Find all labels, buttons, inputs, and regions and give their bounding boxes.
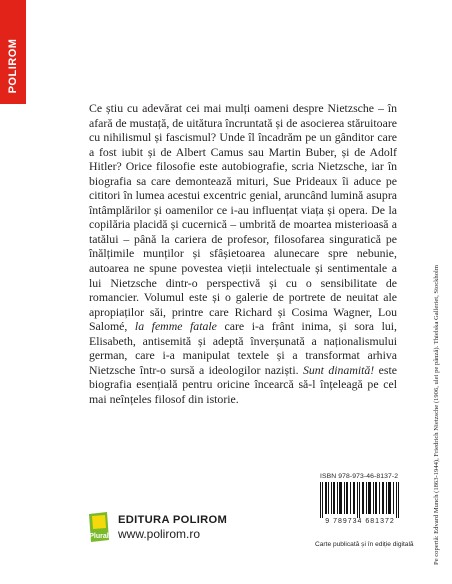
barcode [318,482,402,528]
blurb-text: Ce știu cu adevărat cei mai mulți oameni despre Nietzsche – în afară de mustață, de uitătura încruntată și de asocierea stăruitoare cu nihilismul și fascismul? Unde îl încadrăm pe un gânditor care a fost iubit și de Albert Camus sau Martin Buber, și de Adolf Hitler? Orice filosofie este autobiografie, scria Nietzsche, iar în biografia sa care demontează mituri, Sue Prideaux îi aduce pe cititori în lumea acestui excentric genial, aruncând lumină asupra întâmplărilor și oamenilor ce i-au influențat viața și opera. De la copilăria placidă și cucernică – umbrită de moartea misterioasă a tatălui – până la cariera de profesor, filosofarea singuratică pe înălțimile munților și sfâșietoarea alunecare spre nebunie, autoarea ne spune povestea vieții intelectuale și sentimentale a lui Nietzsche dintr-o perspectivă și cu o sensibilitate de romancier. Volumul este și o galerie de portrete de neuitat ale apropiaților săi, printre care Richard și Cosima Wagner, Lou Salomé, [89,101,397,334]
isbn-number: ISBN 978-973-46-8137-2 [320,473,399,480]
plural-logo-icon [86,510,112,544]
blurb-title-emphasis: Sunt dinamită! [302,362,375,377]
blurb-paragraph [89,101,397,406]
blurb-text-end: este biografia esențială pentru oricine încearcă să-l înțeleagă pe cel mai neînțeles filosof din istorie. [89,362,397,406]
barcode-digits: 9 789734 681372 [325,518,395,525]
polirom-brand-tab [0,0,26,104]
barcode-bars [318,482,402,518]
publisher-name: EDITURA POLIROM [118,513,228,526]
publisher-text [118,514,227,541]
digital-edition-note: Carte publicată și în ediție digitală [315,541,414,548]
publisher-url[interactable]: www.polirom.ro [118,526,201,541]
blurb-text-tail: care i-a frânt inima, și sora lui, Elisabeth, antisemită și adeptă înverșunată a naționalismului german, care i-a manipulat textele și a transformat arhiva Nietzsche într-o sursă a ideologilor naziști. [89,319,398,377]
plural-logo [86,510,112,544]
back-cover-blurb [89,101,397,406]
brand-tab-label: POLIROM [7,38,19,94]
cover-image-credit: Pe copertă: Edvard Munch (1863-1944), Friedrich Nietzsche (1906, ulei pe pânză). Thielska Galleriet, Stockholm [433,265,440,565]
publisher-block [86,510,227,544]
blurb-emphasis: la femme fatale [134,319,217,334]
plural-logo-text: Plural [89,533,109,540]
